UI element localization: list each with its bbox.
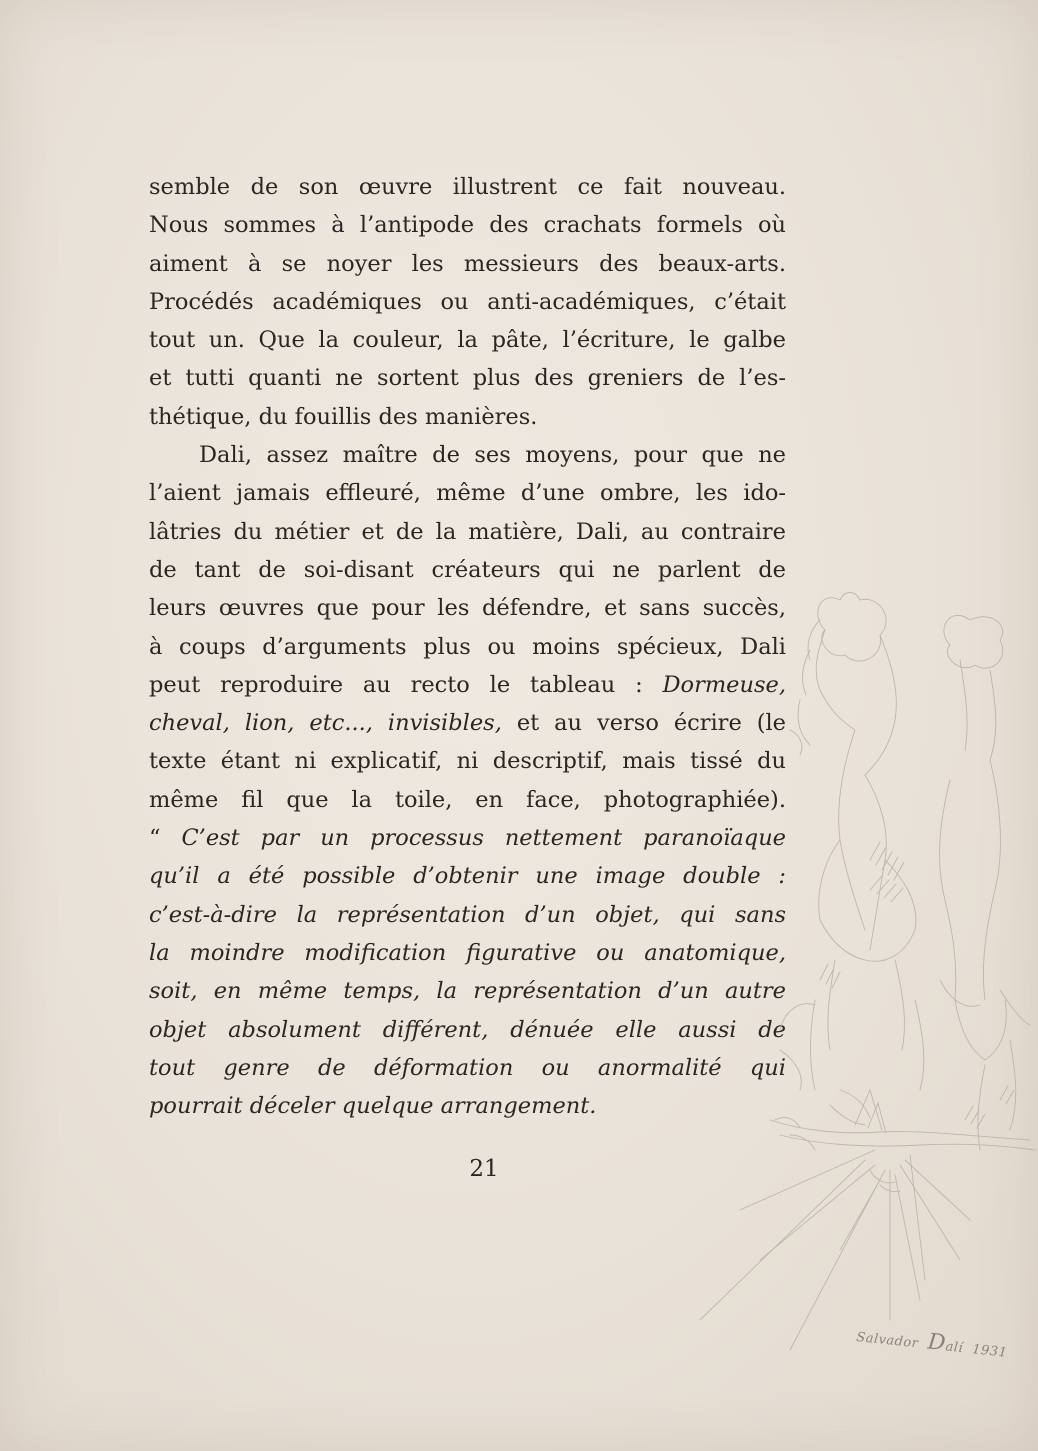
text-line: [149, 513, 786, 551]
italic-text: soit, en même temps, la représentation d’un autre: [149, 978, 786, 1005]
text-line: [149, 474, 786, 512]
roman-text: Nous sommes à l’antipode des crachats formels où: [149, 212, 786, 239]
roman-text: texte étant ni explicatif, ni descriptif, mais tissé du: [149, 748, 786, 775]
roman-text: à coups d’arguments plus ou moins spécieux, Dali: [149, 633, 786, 660]
roman-text: aiment à se noyer les messieurs des beaux-arts.: [149, 250, 786, 277]
roman-text: l’aient jamais effleuré, même d’une ombre, les ido-: [149, 480, 786, 507]
roman-text: semble de son œuvre illustrent ce fait nouveau.: [149, 174, 786, 200]
text-line: [149, 398, 786, 436]
italic-text: Dormeuse,: [662, 671, 786, 698]
roman-text: peut reproduire au recto le tableau :: [149, 671, 663, 698]
sketch-drawing: [640, 560, 1038, 1380]
text-line: [149, 321, 786, 359]
roman-text: tout un. Que la couleur, la pâte, l’écriture, le galbe: [149, 327, 786, 354]
page-number: 21: [469, 1156, 499, 1182]
italic-text: tout genre de déformation ou anormalité qui: [149, 1054, 786, 1081]
roman-text: de tant de soi-disant créateurs qui ne parlent de: [149, 556, 786, 583]
roman-text: leurs œuvres que pour les défendre, et sans succès,: [149, 595, 786, 622]
text-line: [149, 245, 786, 283]
italic-text: objet absolument différent, dénuée elle aussi de: [149, 1016, 786, 1043]
italic-text: la moindre modification figurative ou anatomique,: [149, 939, 786, 966]
italic-text: c’est-à-dire la représentation d’un objet, qui sans: [149, 901, 786, 928]
roman-text: lâtries du métier et de la matière, Dali, au contraire: [149, 518, 786, 545]
italic-text: qu’il a été possible d’obtenir une image double :: [149, 863, 786, 890]
roman-text: et au verso écrire (le: [501, 710, 786, 737]
italic-text: cheval, lion, etc..., invisibles,: [149, 710, 502, 737]
roman-text: Procédés académiques ou anti-académiques, c’était: [149, 288, 786, 315]
roman-text: même fil que la toile, en face, photographiée).: [149, 786, 786, 813]
text-line: [149, 206, 786, 244]
roman-text: “: [149, 825, 182, 852]
text-line: [149, 359, 786, 397]
italic-text: pourrait déceler quelque arrangement.: [149, 1093, 597, 1120]
text-line: [149, 436, 786, 474]
text-line: [149, 168, 786, 206]
roman-text: thétique, du fouillis des manières.: [149, 403, 538, 430]
text-line: [149, 283, 786, 321]
artist-signature: Salvador Dalí 1931: [855, 1329, 1008, 1361]
italic-text: C’est par un processus nettement paranoïaque: [181, 825, 786, 852]
roman-text: Dali, assez maître de ses moyens, pour que ne: [199, 442, 786, 469]
roman-text: et tutti quanti ne sortent plus des greniers de l’es-: [149, 365, 786, 392]
